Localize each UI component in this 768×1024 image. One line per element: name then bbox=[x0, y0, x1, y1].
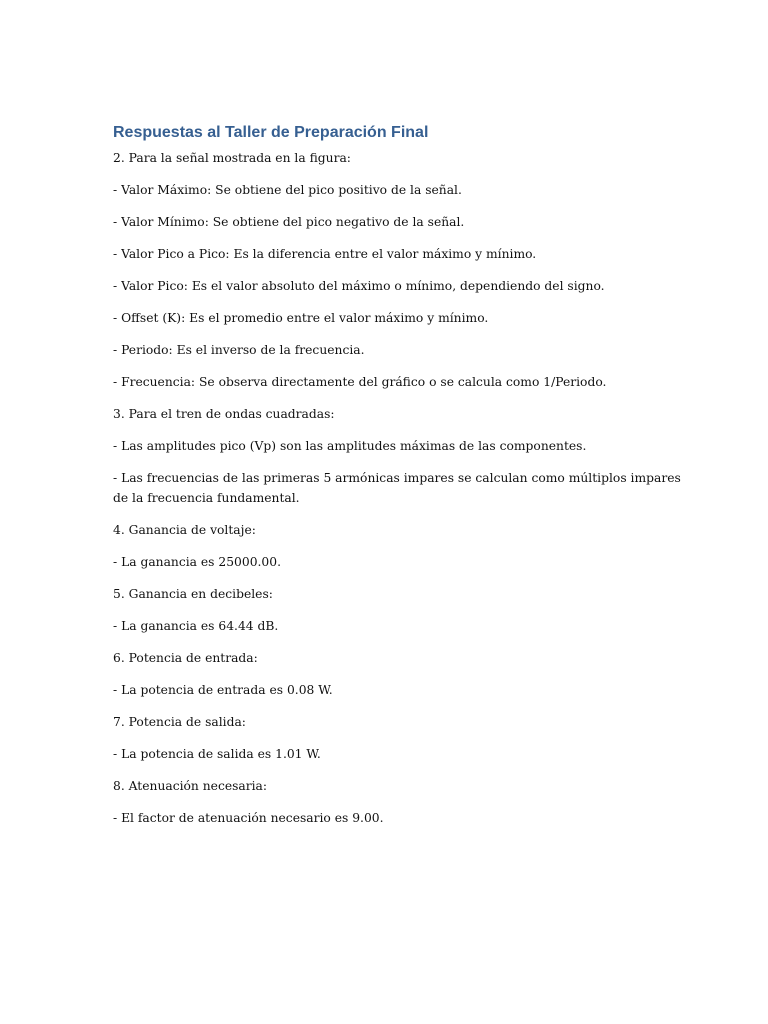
paragraph-frecuencias-armonicas: - Las frecuencias de las primeras 5 armónicas impares se calculan como múltiplos impares bbox=[113, 471, 681, 485]
paragraph-section-8-heading: 8. Atenuación necesaria: bbox=[113, 779, 268, 793]
paragraph-frecuencia: - Frecuencia: Se observa directamente del gráfico o se calcula como 1/Periodo. bbox=[113, 375, 607, 389]
paragraph-section-4-heading: 4. Ganancia de voltaje: bbox=[113, 523, 256, 537]
document-title: Respuestas al Taller de Preparación Final bbox=[113, 124, 429, 141]
paragraph-valor-minimo: - Valor Mínimo: Se obtiene del pico negativo de la señal. bbox=[113, 215, 465, 229]
paragraph-valor-pico-a-pico: - Valor Pico a Pico: Es la diferencia entre el valor máximo y mínimo. bbox=[113, 247, 537, 261]
paragraph-factor-atenuacion: - El factor de atenuación necesario es 9.00. bbox=[113, 811, 384, 825]
paragraph-section-5-heading: 5. Ganancia en decibeles: bbox=[113, 587, 273, 601]
paragraph-section-7-heading: 7. Potencia de salida: bbox=[113, 715, 246, 729]
paragraph-periodo: - Periodo: Es el inverso de la frecuencia. bbox=[113, 343, 365, 357]
paragraph-amplitudes-pico: - Las amplitudes pico (Vp) son las amplitudes máximas de las componentes. bbox=[113, 439, 587, 453]
paragraph-potencia-salida: - La potencia de salida es 1.01 W. bbox=[113, 747, 321, 761]
paragraph-valor-maximo: - Valor Máximo: Se obtiene del pico positivo de la señal. bbox=[113, 183, 462, 197]
paragraph-offset: - Offset (K): Es el promedio entre el valor máximo y mínimo. bbox=[113, 311, 489, 325]
paragraph-valor-pico: - Valor Pico: Es el valor absoluto del máximo o mínimo, dependiendo del signo. bbox=[113, 279, 605, 293]
paragraph-ganancia-voltaje: - La ganancia es 25000.00. bbox=[113, 555, 281, 569]
paragraph-frecuencias-armonicas-cont: de la frecuencia fundamental. bbox=[113, 491, 300, 505]
paragraph-section-6-heading: 6. Potencia de entrada: bbox=[113, 651, 258, 665]
paragraph-section-2-heading: 2. Para la señal mostrada en la figura: bbox=[113, 151, 351, 165]
paragraph-ganancia-db: - La ganancia es 64.44 dB. bbox=[113, 619, 279, 633]
paragraph-section-3-heading: 3. Para el tren de ondas cuadradas: bbox=[113, 407, 335, 421]
paragraph-potencia-entrada: - La potencia de entrada es 0.08 W. bbox=[113, 683, 333, 697]
